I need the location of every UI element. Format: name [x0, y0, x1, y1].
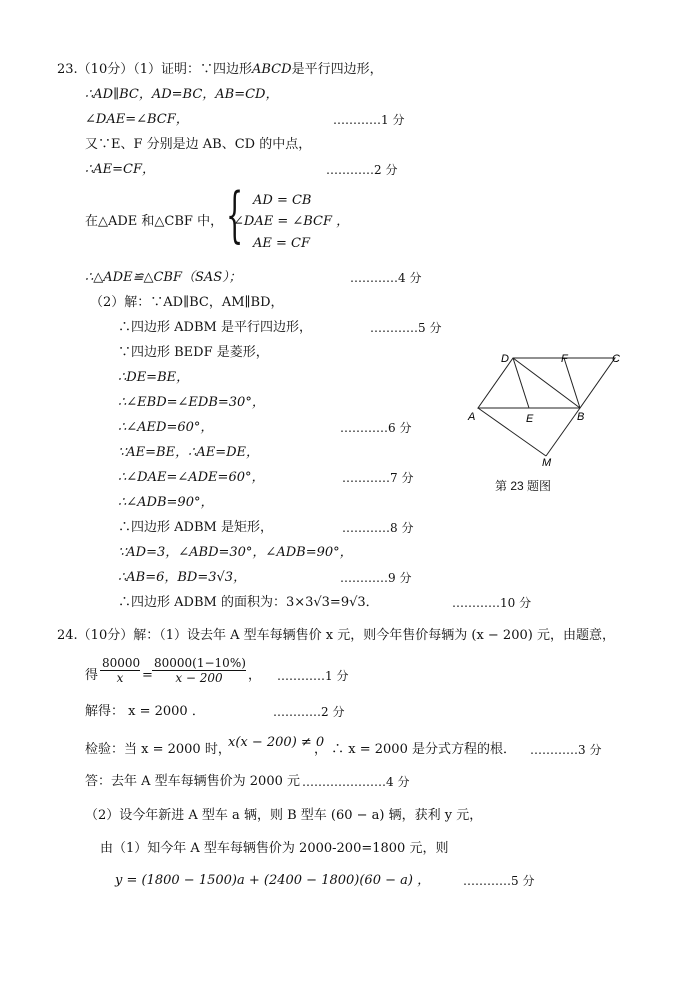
q23-part2-line-9: ∴∠ADB=90°，	[118, 495, 214, 510]
q23-score-4: …………4 分	[350, 271, 422, 285]
segment-de	[513, 358, 529, 408]
label-d: D	[501, 353, 509, 365]
label-f: F	[561, 353, 568, 365]
segment-fb	[564, 358, 580, 408]
q24-score-5: …………5 分	[463, 874, 535, 888]
q24-line-8: y = (1800 − 1500)a + (2400 − 1800)(60 − a) ，	[115, 873, 431, 888]
q23-part2-line-7: ∵AE=BE，∴AE=DE，	[118, 445, 260, 460]
q24-comma: ，	[248, 668, 262, 683]
q23-part2-line-4: ∴DE=BE，	[118, 370, 190, 385]
q24-fraction-2	[152, 656, 246, 685]
q23-line-1	[57, 62, 383, 78]
q23-line-5: ∴AE=CF，	[85, 162, 156, 177]
q24-line-4a: 检验：当 x = 2000 时，	[85, 742, 231, 757]
q24-de-prefix: 得	[85, 668, 99, 683]
q23-abcd: ABCD	[252, 62, 292, 77]
label-m: M	[542, 457, 552, 469]
fraction-1-denominator: x	[116, 671, 124, 685]
segment-bm	[546, 408, 580, 456]
q24-line-7: 由（1）知今年 A 型车每辆售价为 2000-200=1800 元，则	[100, 841, 449, 856]
q24-line-4c: ， ∴ x = 2000 是分式方程的根．	[314, 742, 516, 757]
q23-system-3: AE = CF	[253, 236, 311, 251]
q23-part2-line-10: ∴四边形 ADBM 是矩形，	[118, 520, 273, 535]
q23-line-7: ∴△ADE≌△CBF（SAS）；	[85, 270, 242, 285]
q23-score-5: …………5 分	[370, 321, 442, 335]
figure-caption: 第 23 题图	[495, 479, 552, 493]
q23-part2-line-11: ∵AD=3，∠ABD=30°，∠ADB=90°，	[118, 545, 353, 560]
q23-score-2: …………2 分	[326, 163, 398, 177]
q24-score-1: …………1 分	[277, 669, 349, 683]
q23-part2-line-2: ∴四边形 ADBM 是平行四边形，	[118, 320, 312, 335]
q23-part2-line-5: ∴∠EBD=∠EDB=30°，	[118, 395, 265, 410]
q23-score-10: …………10 分	[452, 596, 532, 610]
q24-fraction-1	[100, 656, 140, 685]
q23-line-2: ∴AD∥BC，AD=BC，AB=CD，	[85, 87, 279, 102]
system-brace: {	[226, 180, 244, 250]
q23-line-3: ∠DAE=∠BCF，	[85, 112, 189, 127]
q23-line-4: 又∵E、F 分别是边 AB、CD 的中点，	[85, 137, 312, 152]
segment-am	[478, 408, 546, 456]
q23-part2-line-13: ∴四边形 ADBM 的面积为：3×3√3=9√3．	[118, 595, 379, 610]
label-c: C	[612, 353, 620, 365]
q23-intro-end: 是平行四边形，	[291, 62, 383, 77]
fraction-2-denominator: x − 200	[175, 671, 223, 685]
fraction-2-numerator: 80000(1−10%)	[154, 656, 246, 670]
q23-part2-line-12: ∴AB=6，BD=3√3，	[118, 570, 247, 585]
q23-part2-line-3: ∵四边形 BEDF 是菱形，	[118, 345, 269, 360]
q23-score-7: …………7 分	[342, 471, 414, 485]
q23-figure	[460, 348, 630, 473]
q24-line-1: 24.（10分）解：（1）设去年 A 型车每辆售价 x 元，则今年售价每辆为 (x − 200) 元，由题意，	[57, 628, 615, 643]
q24-line-5: 答：去年 A 型车每辆售价为 2000 元	[85, 774, 301, 789]
q23-intro: 23.（10分）（1）证明：∵四边形	[57, 62, 252, 77]
q23-line-6: 在△ADE 和△CBF 中，	[85, 214, 224, 229]
q24-line-3: 解得： x = 2000 ．	[85, 704, 205, 719]
q24-line-4b: x(x − 200) ≠ 0	[228, 735, 325, 750]
q23-score-9: …………9 分	[340, 571, 412, 585]
label-a: A	[468, 411, 476, 423]
q24-equals: =	[142, 668, 153, 683]
q24-line-6: （2）设今年新进 A 型车 a 辆，则 B 型车 (60 − a) 辆，获利 y 元，	[85, 808, 483, 823]
q23-score-6: …………6 分	[340, 421, 412, 435]
q23-score-8: …………8 分	[342, 521, 414, 535]
q23-part2-line-8: ∴∠DAE=∠ADE=60°，	[118, 470, 265, 485]
fraction-1-numerator: 80000	[102, 656, 141, 670]
segment-db	[513, 358, 580, 408]
label-b: B	[577, 411, 585, 423]
label-e: E	[526, 413, 534, 425]
q24-score-4: …………………4 分	[302, 775, 410, 789]
q23-score-1: …………1 分	[333, 113, 405, 127]
q23-part2-line-6: ∴∠AED=60°，	[118, 420, 214, 435]
q24-score-3: …………3 分	[530, 743, 602, 757]
q24-score-2: …………2 分	[273, 705, 345, 719]
q23-system-2: ∠DAE = ∠BCF ，	[233, 214, 350, 229]
q23-system-1: AD = CB	[253, 193, 312, 208]
q23-part2-line-1: （2）解：∵AD∥BC，AM∥BD，	[90, 295, 284, 310]
